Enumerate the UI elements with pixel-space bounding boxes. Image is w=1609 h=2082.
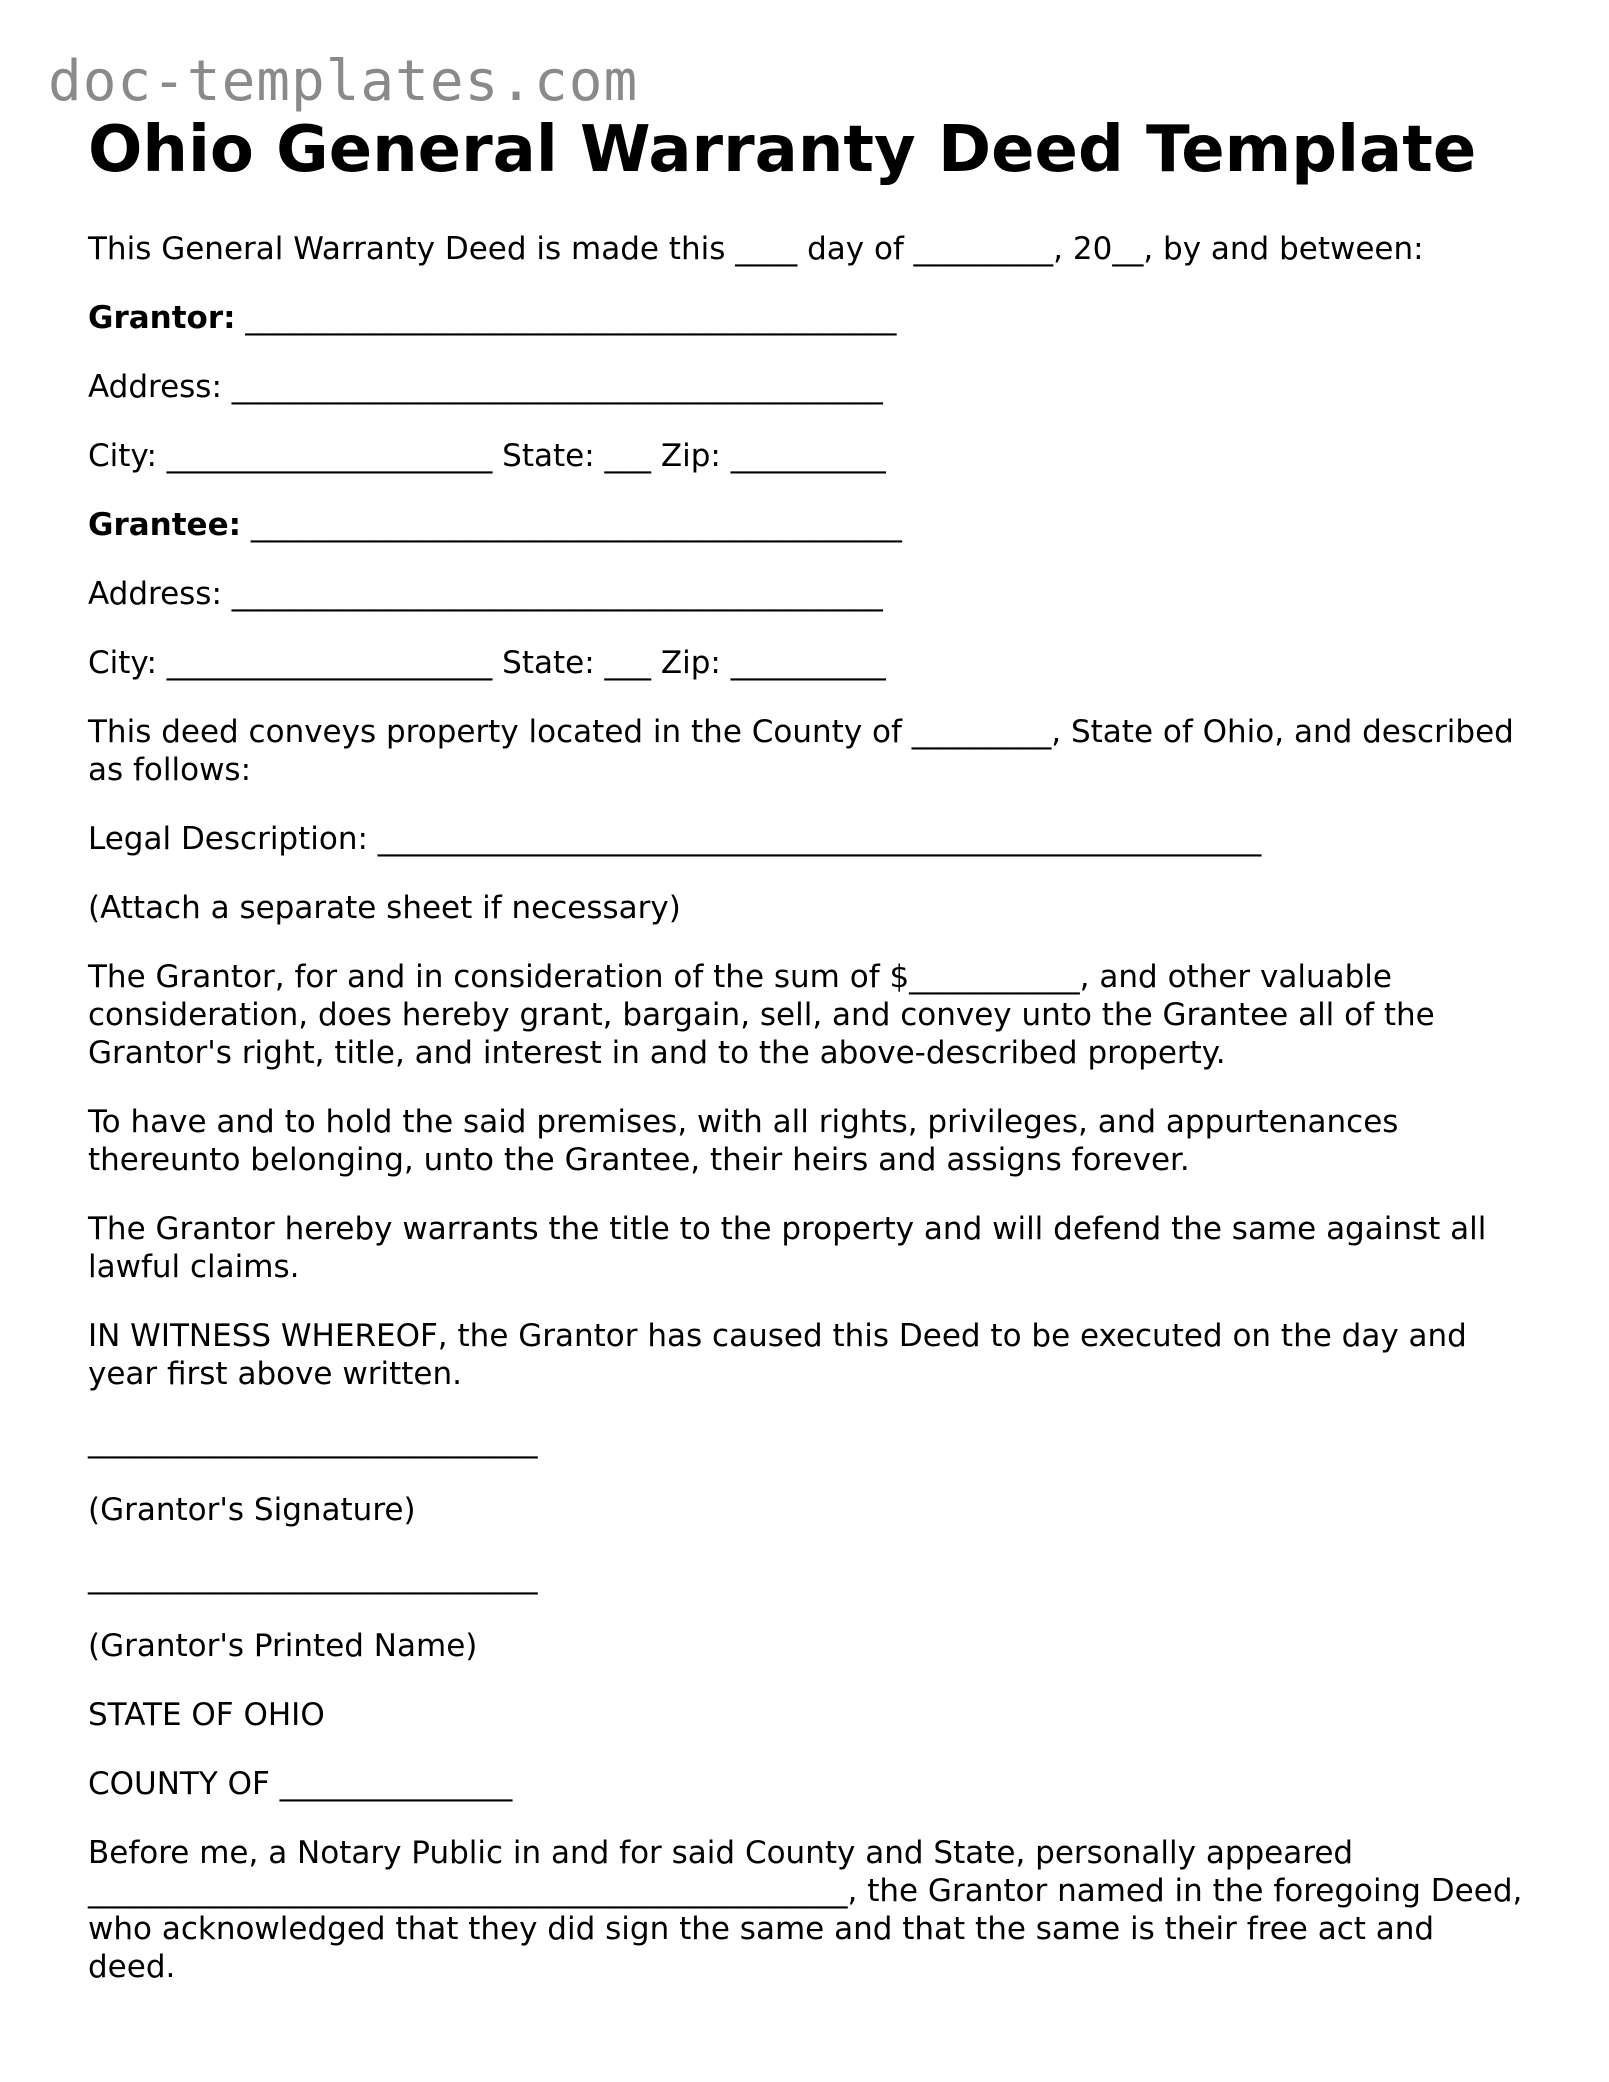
state-heading: STATE OF OHIO [88, 1697, 325, 1733]
intro-paragraph: This General Warranty Deed is made this ____ day of _________, 20__, by and between: [88, 231, 1424, 267]
page-title: Ohio General Warranty Deed Template [88, 113, 1477, 187]
warranty-paragraph: The Grantor hereby warrants the title to the property and will defend the same against all lawful claims. [88, 1211, 1487, 1285]
witness-paragraph: IN WITNESS WHEREOF, the Grantor has caused this Deed to be executed on the day and year first above written. [88, 1318, 1467, 1392]
property-location-paragraph: This deed conveys property located in the County of _________, State of Ohio, and described as follows: [88, 714, 1514, 788]
grantee-city-state-zip-line: City: _____________________ State: ___ Zip: __________ [88, 645, 886, 681]
attach-note: (Attach a separate sheet if necessary) [88, 890, 681, 926]
grantor-label: Grantor: [88, 300, 236, 336]
legal-description-line: Legal Description: _________________________________________________________ [88, 821, 1262, 857]
grantee-name-blank: __________________________________________ [241, 507, 902, 543]
grantor-city-state-zip-line: City: _____________________ State: ___ Zip: __________ [88, 438, 886, 474]
notary-paragraph: Before me, a Notary Public in and for said County and State, personally appeared _________________________________________________, the Grantor named in the foregoing Deed, who acknowledged that they did sign the same and that the same is their free act and deed. [88, 1835, 1523, 1985]
grantee-name-line [88, 506, 1528, 544]
consideration-paragraph: The Grantor, for and in consideration of the sum of $___________, and other valuable consideration, does hereby grant, bargain, sell, and convey unto the Grantee all of the Grantor's right, title, and interest in and to the above-described property. [88, 959, 1435, 1071]
grantor-address-line: Address: __________________________________________ [88, 369, 883, 405]
county-line: COUNTY OF _______________ [88, 1766, 513, 1802]
signature-caption: (Grantor's Signature) [88, 1492, 416, 1528]
habendum-paragraph: To have and to hold the said premises, with all rights, privileges, and appurtenances thereunto belonging, unto the Grantee, their heirs and assigns forever. [88, 1104, 1399, 1178]
signature-line: _____________________________ [88, 1423, 538, 1459]
grantee-label: Grantee: [88, 507, 241, 543]
printed-name-line: _____________________________ [88, 1559, 538, 1595]
grantee-address-line: Address: __________________________________________ [88, 576, 883, 612]
watermark: doc-templates.com [48, 49, 639, 114]
grantor-name-line [88, 299, 1528, 337]
grantor-name-blank: __________________________________________ [235, 300, 897, 336]
printed-name-caption: (Grantor's Printed Name) [88, 1628, 478, 1664]
document-body [88, 110, 1528, 2017]
